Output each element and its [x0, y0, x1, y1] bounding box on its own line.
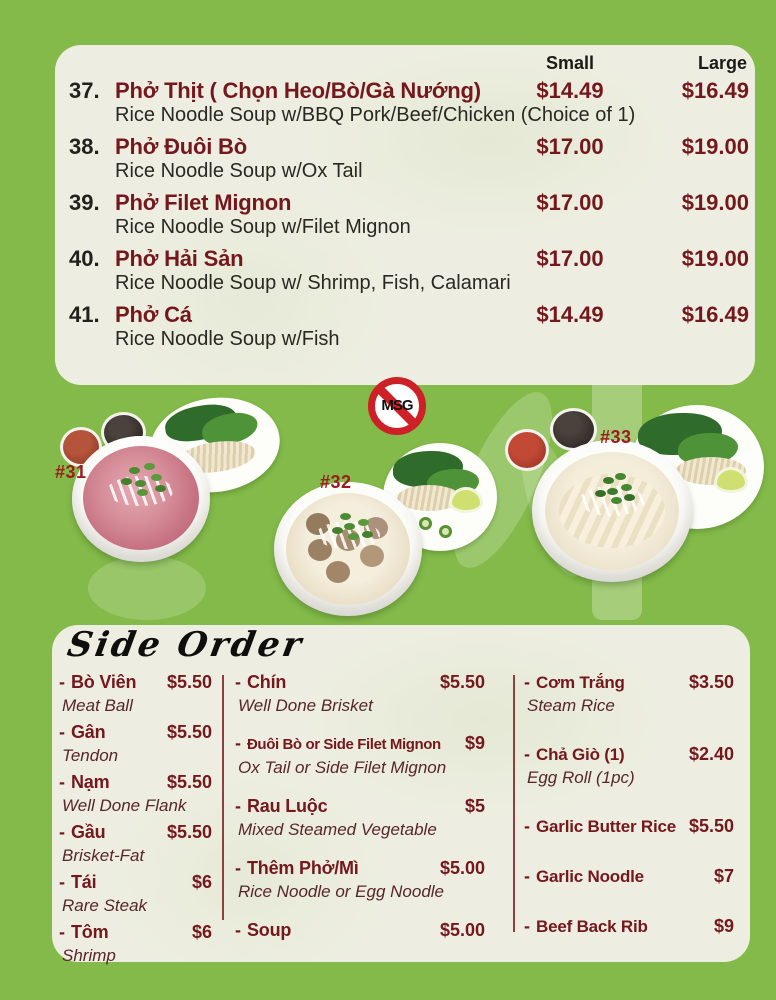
item-description: Tendon — [62, 746, 119, 765]
pho-item-list — [55, 76, 755, 351]
item-price: $5.50 — [166, 772, 212, 792]
item-bullet: - — [524, 672, 530, 692]
side-order-line — [59, 771, 222, 794]
item-price: $5.50 — [439, 672, 485, 692]
item-price: $5.50 — [688, 816, 734, 836]
menu-item — [69, 134, 751, 183]
side-order-line — [524, 743, 738, 766]
item-description: Shrimp — [62, 946, 116, 965]
item-name: Beef Back Rib — [536, 917, 648, 936]
side-order-item — [524, 915, 738, 938]
menu-item — [69, 246, 751, 295]
side-order-line — [524, 815, 738, 838]
side-order-line — [59, 871, 222, 894]
msg-label: MSG — [381, 397, 413, 414]
item-price: $7 — [713, 866, 734, 886]
item-name: Bò Viên — [71, 672, 137, 692]
item-bullet: - — [59, 722, 65, 742]
side-order-item — [524, 815, 738, 838]
menu-item — [69, 302, 751, 351]
side-order-line — [235, 857, 513, 880]
item-name: Garlic Butter Rice — [536, 817, 677, 836]
item-bullet: - — [59, 872, 65, 892]
item-number: 38. — [69, 134, 100, 159]
item-bullet: - — [524, 916, 530, 936]
item-price: $9 — [713, 916, 734, 936]
pho-price-panel — [55, 45, 755, 385]
item-name: Cơm Trắng — [536, 673, 625, 692]
item-description: Ox Tail or Side Filet Mignon — [238, 758, 447, 777]
item-description: Rice Noodle Soup w/Fish — [115, 328, 340, 350]
item-description: Rice Noodle or Egg Noodle — [238, 882, 445, 901]
dish-label-31: #31 — [55, 462, 87, 482]
item-bullet: - — [524, 866, 530, 886]
side-order-line — [524, 865, 738, 888]
item-description: Rice Noodle Soup w/Ox Tail — [115, 160, 363, 182]
scallion-garnish — [344, 523, 355, 530]
side-order-line — [59, 671, 222, 694]
item-name: Tái — [71, 872, 97, 892]
item-description: Egg Roll (1pc) — [527, 768, 635, 787]
side-order-line — [59, 721, 222, 744]
dish-label-32: #32 — [320, 472, 352, 492]
side-order-item — [235, 733, 513, 778]
item-name: Phở Cá — [115, 302, 192, 327]
item-description: Well Done Brisket — [238, 696, 373, 715]
pho-bowl-31-contents — [83, 446, 199, 550]
pho-bowl-32-contents — [286, 493, 410, 605]
item-description: Rice Noodle Soup w/Filet Mignon — [115, 216, 411, 238]
item-description: Rice Noodle Soup w/ Shrimp, Fish, Calamari — [115, 272, 511, 294]
item-bullet: - — [59, 822, 65, 842]
item-price-large: $19.00 — [681, 246, 749, 271]
side-order-column — [224, 671, 513, 956]
side-order-item — [235, 671, 513, 716]
item-name: Soup — [247, 920, 292, 940]
item-bullet: - — [524, 816, 530, 836]
large-column-header: Large — [697, 53, 747, 73]
side-order-item — [59, 771, 222, 816]
jalapeno-slice — [419, 517, 432, 530]
item-price-small: $17.00 — [536, 190, 604, 215]
side-order-column — [515, 671, 750, 956]
item-price: $3.50 — [688, 672, 734, 692]
bamboo-leaf-watermark — [88, 556, 206, 620]
item-number: 37. — [69, 78, 100, 103]
item-price-large: $16.49 — [681, 302, 749, 327]
item-name: Thêm Phở/Mì — [247, 858, 359, 878]
item-bullet: - — [59, 922, 65, 942]
sriracha-sauce-cup — [505, 429, 549, 471]
side-order-line — [59, 921, 222, 944]
lime-wedge — [714, 467, 748, 493]
item-price-large: $19.00 — [681, 190, 749, 215]
side-order-line — [524, 915, 738, 938]
side-order-line — [235, 733, 513, 756]
item-bullet: - — [235, 672, 241, 692]
side-order-item — [59, 871, 222, 916]
menu-item — [69, 190, 751, 239]
no-msg-badge — [368, 377, 426, 435]
side-order-column — [52, 671, 222, 965]
item-name: Chín — [247, 672, 287, 692]
item-name: Phở Thịt ( Chọn Heo/Bò/Gà Nướng) — [115, 78, 481, 103]
side-order-line — [59, 821, 222, 844]
side-order-line — [235, 919, 513, 942]
item-name: Gầu — [71, 822, 106, 842]
item-name: Đuôi Bò or Side Filet Mignon — [247, 736, 441, 753]
side-order-line — [235, 671, 513, 694]
item-price: $5.50 — [166, 822, 212, 842]
item-name: Nạm — [71, 772, 110, 792]
side-order-columns — [52, 671, 750, 965]
side-order-item — [59, 921, 222, 966]
item-price-large: $16.49 — [681, 78, 749, 103]
item-price: $5.50 — [166, 722, 212, 742]
item-name: Phở Filet Mignon — [115, 190, 292, 215]
item-bullet: - — [59, 772, 65, 792]
item-number: 39. — [69, 190, 100, 215]
item-price-small: $17.00 — [536, 246, 604, 271]
item-price: $5.00 — [439, 858, 485, 878]
item-description: Meat Ball — [62, 696, 133, 715]
item-price: $5.50 — [166, 672, 212, 692]
item-price: $9 — [464, 733, 485, 753]
item-price-large: $19.00 — [681, 134, 749, 159]
dish-label-33: #33 — [600, 427, 632, 447]
item-number: 40. — [69, 246, 100, 271]
item-description: Mixed Steamed Vegetable — [238, 820, 437, 839]
side-order-line — [235, 795, 513, 818]
side-order-item — [235, 857, 513, 902]
item-number: 41. — [69, 302, 100, 327]
side-order-item — [524, 743, 738, 788]
item-name: Gân — [71, 722, 106, 742]
item-name: Rau Luộc — [247, 796, 328, 816]
item-description: Brisket-Fat — [62, 846, 145, 865]
item-bullet: - — [524, 744, 530, 764]
item-name: Phở Đuôi Bò — [115, 134, 247, 159]
side-order-item — [524, 671, 738, 716]
cilantro-garnish — [607, 488, 618, 495]
item-name: Chả Giò (1) — [536, 745, 625, 764]
item-bullet: - — [235, 920, 241, 940]
item-description: Rice Noodle Soup w/BBQ Pork/Beef/Chicken (Choice of 1) — [115, 104, 636, 126]
small-column-header: Small — [545, 53, 595, 73]
price-column-headers — [55, 45, 755, 76]
side-order-item — [524, 865, 738, 888]
item-name: Phở Hải Sản — [115, 246, 244, 271]
jalapeno-slice — [439, 525, 452, 538]
item-price-small: $14.49 — [536, 78, 604, 103]
item-name: Tôm — [71, 922, 109, 942]
item-price: $2.40 — [688, 744, 734, 764]
item-price: $6 — [191, 872, 212, 892]
side-order-item — [235, 795, 513, 840]
side-order-line — [524, 671, 738, 694]
side-order-item — [59, 671, 222, 716]
item-bullet: - — [59, 672, 65, 692]
side-order-item — [59, 721, 222, 766]
side-order-panel — [52, 625, 750, 965]
item-price: $5.00 — [439, 920, 485, 940]
scallion-garnish — [135, 480, 146, 487]
item-price-small: $14.49 — [536, 302, 604, 327]
menu-item — [69, 78, 751, 127]
item-bullet: - — [235, 858, 241, 878]
side-order-item — [59, 821, 222, 866]
lime-wedge — [449, 487, 483, 513]
item-name: Garlic Noodle — [536, 867, 644, 886]
item-price: $5 — [464, 796, 485, 816]
item-price-small: $17.00 — [536, 134, 604, 159]
item-description: Rare Steak — [62, 896, 148, 915]
item-bullet: - — [235, 733, 241, 753]
pho-bowl-33-contents — [545, 452, 679, 570]
item-bullet: - — [235, 796, 241, 816]
item-price: $6 — [191, 922, 212, 942]
side-order-title: Side Order — [64, 625, 308, 665]
item-description: Steam Rice — [527, 696, 615, 715]
item-description: Well Done Flank — [62, 796, 187, 815]
side-order-item — [235, 919, 513, 942]
